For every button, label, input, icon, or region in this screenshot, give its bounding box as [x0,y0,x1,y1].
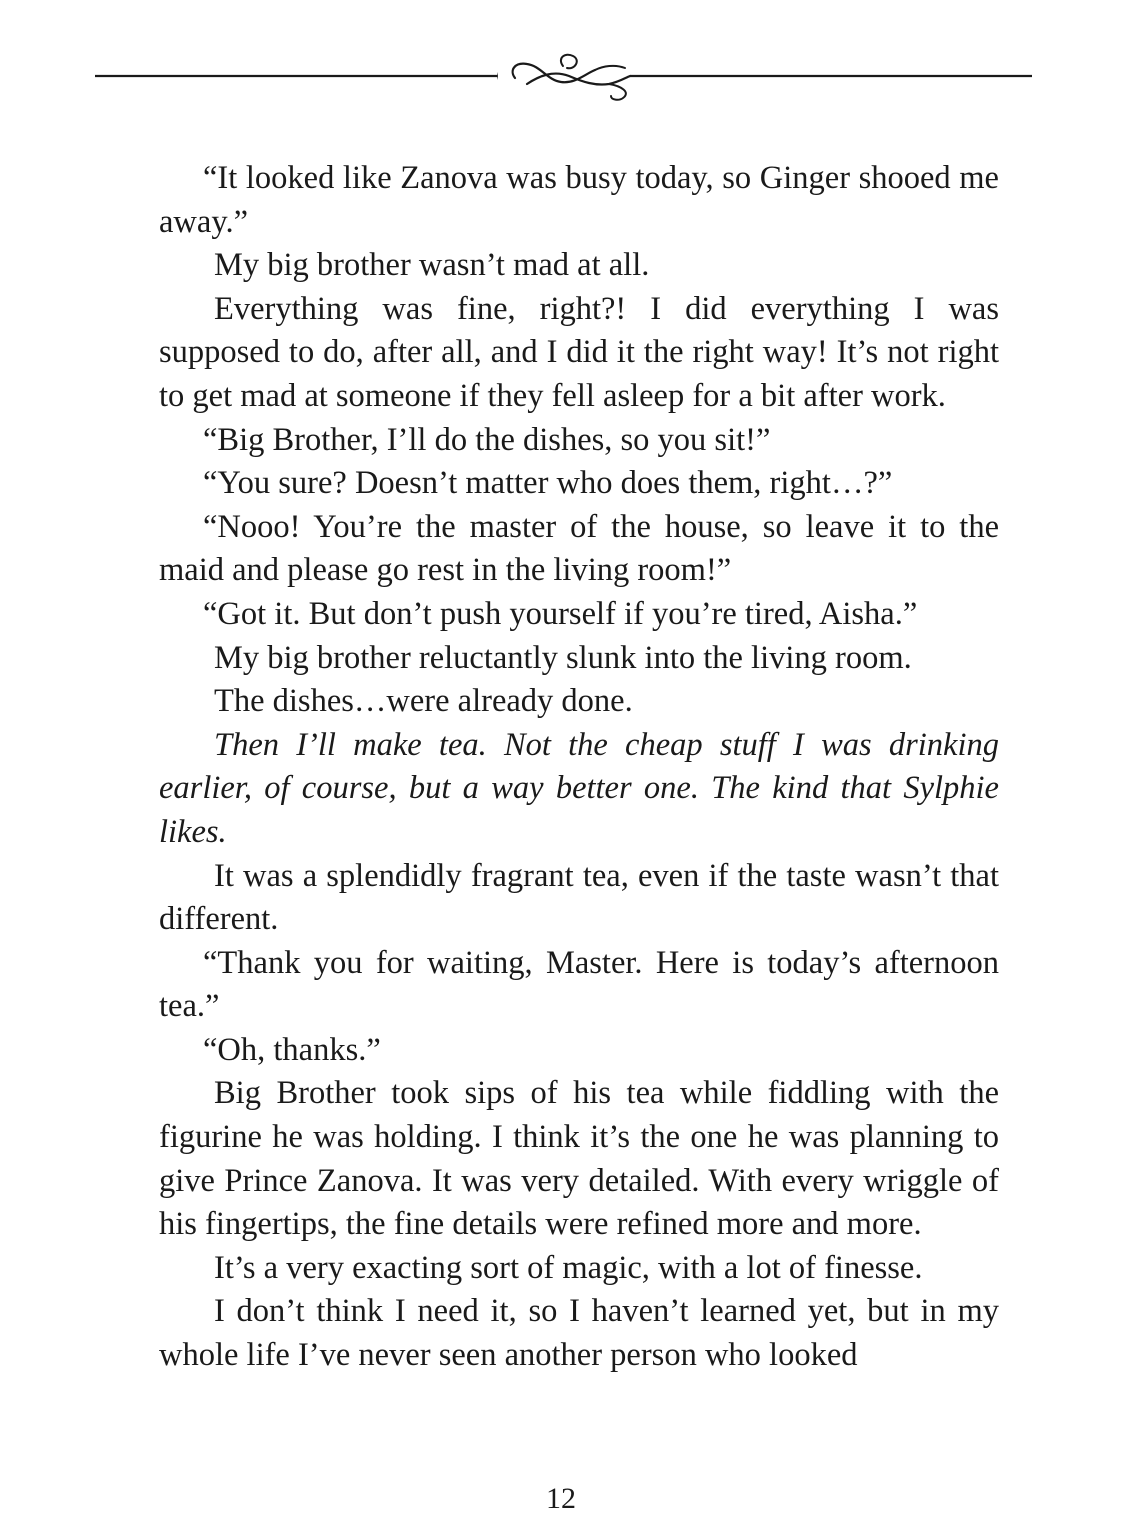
paragraph: “It looked like Zanova was busy today, so Ginger shooed me away.” [159,160,999,240]
paragraph: “You sure? Doesn’t matter who does them, right…?” [203,465,893,502]
paragraph: “Big Brother, I’ll do the dishes, so you sit!” [203,421,771,458]
paragraph: Everything was fine, right?! I did everything I was supposed to do, after all, and I did it the right way! It’s not right to get mad at someone if they fell asleep for a bit after work. [159,290,999,414]
paragraph: I don’t think I need it, so I haven’t learned yet, but in my whole life I’ve never seen another person who looked [159,1293,999,1374]
paragraph: “Thank you for waiting, Master. Here is today’s afternoon tea.” [159,944,999,1025]
paragraph: “Nooo! You’re the master of the house, so leave it to the maid and please go rest in the living room!” [159,508,999,589]
body-text [159,157,999,1378]
paragraph: “Oh, thanks.” [203,1031,381,1068]
paragraph: Big Brother took sips of his tea while fiddling with the figurine he was holding. I think it’s the one he was planning to give Prince Zanova. It was very detailed. With every wriggle of his fingertips, the fine details were refined more and more. [159,1075,999,1243]
paragraph: “Got it. But don’t push yourself if you’re tired, Aisha.” [203,595,918,632]
paragraph: It was a splendidly fragrant tea, even if the taste wasn’t that different. [159,857,999,938]
paragraph: My big brother reluctantly slunk into the living room. [214,639,912,676]
paragraph: The dishes…were already done. [214,683,633,720]
paragraph: My big brother wasn’t mad at all. [214,247,650,284]
page-number: 12 [546,1482,576,1515]
paragraph: It’s a very exacting sort of magic, with a lot of finesse. [214,1249,923,1286]
flourish-divider-icon [95,48,1032,104]
paragraph: Then I’ll make tea. Not the cheap stuff I was drinking earlier, of course, but a way better one. The kind that Sylphie likes. [159,726,999,850]
